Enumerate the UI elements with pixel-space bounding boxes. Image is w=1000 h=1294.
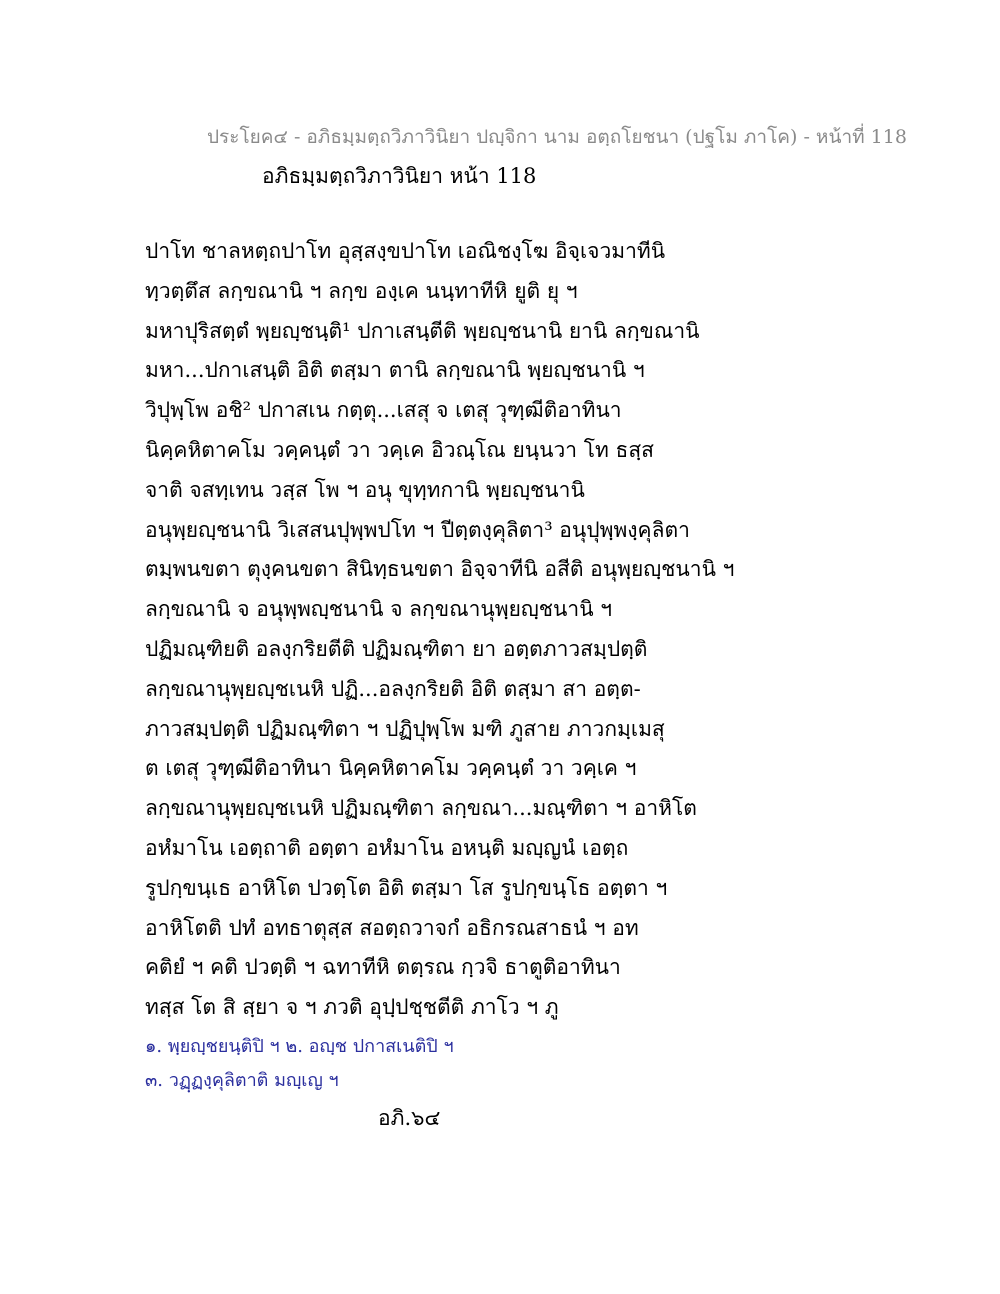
- body-line: ทฺวตฺตึส ลกฺขณานิ ฯ ลกฺข องฺเค นนฺทาทีหิ ยูติ ยุ ฯ: [145, 278, 578, 303]
- body-text: [145, 232, 845, 1028]
- body-line: ต เตสุ วุฑฺฒีติอาทินา นิคฺคหิตาคโม วคฺคนฺตํ วา วคฺเค ฯ: [145, 756, 637, 781]
- body-line: นิคฺคหิตาคโม วคฺคนฺตํ วา วคฺเค อิวณฺโณ ยนฺนวา โท ธสฺส: [145, 437, 654, 462]
- footnote-line: ๓. วฏฺฏงฺคุลิตาติ มญฺเญ ฯ: [145, 1070, 339, 1091]
- footnote-line: ๑. พฺยญฺชยนฺติปิ ฯ ๒. อญฺช ปกาสเนติปิ ฯ: [145, 1036, 454, 1057]
- body-line: มหาปุริสตฺตํ พฺยญฺชนฺติ¹ ปกาเสนฺตีติ พฺยญฺชนานิ ยานิ ลกฺขณานิ: [145, 318, 700, 343]
- page-heading: อภิธมฺมตฺถวิภาวินิยา หน้า 118: [262, 164, 537, 188]
- body-line: วิปุพฺโพ อชิ² ปกาสเน กตฺตุ...เสสุ จ เตสุ วุฑฺฒีติอาทินา: [145, 398, 622, 423]
- running-header: ประโยค๔ - อภิธมฺมตฺถวิภาวินิยา ปญฺจิกา นาม อตฺถโยชนา (ปฐโม ภาโค) - หน้าที่ 118: [207, 126, 907, 148]
- body-line: รูปกฺขนฺเธ อาหิโต ปวตฺโต อิติ ตสฺมา โส รูปกฺขนฺโธ อตฺตา ฯ: [145, 875, 668, 900]
- body-line: อนุพฺยญฺชนานิ วิเสสนปุพฺพปโท ฯ ปีตฺตงฺคุลิตา³ อนุปุพฺพงฺคุลิตา: [145, 517, 690, 542]
- body-line: อหํมาโน เอตฺถาติ อตฺตา อหํมาโน อหนฺติ มญฺญนํ เอตฺถ: [145, 835, 629, 860]
- body-line: ลกฺขณานิ จ อนุพฺพญฺชนานิ จ ลกฺขณานุพฺยญฺชนานิ ฯ: [145, 597, 613, 622]
- body-line: มหา...ปกาเสนฺติ อิติ ตสฺมา ตานิ ลกฺขณานิ พฺยญฺชนานิ ฯ: [145, 358, 645, 383]
- page-reference: อภิ.๖๔: [378, 1106, 441, 1130]
- body-line: ปฏิมณฺฑิยติ อลงฺกริยตีติ ปฏิมณฺฑิตา ยา อตฺตภาวสมฺปตฺติ: [145, 636, 648, 661]
- body-line: อาหิโตติ ปทํ อทธาตุสฺส สอตฺถวาจกํ อธิกรณสาธนํ ฯ อท: [145, 915, 639, 940]
- body-line: ลกฺขณานุพฺยญฺชเนหิ ปฏิมณฺฑิตา ลกฺขณา...มณฺฑิตา ฯ อาหิโต: [145, 796, 697, 821]
- body-line: ตมฺพนขตา ตุงฺคนขตา สินิทฺธนขตา อิจฺจาทีนิ อสีติ อนุพฺยญฺชนานิ ฯ: [145, 557, 735, 582]
- body-line: ปาโท ชาลหตฺถปาโท อุสฺสงฺขปาโท เอณิชงฺโฆ อิจฺเจวมาทีนิ: [145, 239, 666, 263]
- body-line: คติยํ ฯ คติ ปวตฺติ ฯ ฉทาทีหิ ตตฺรณ กฺวจิ ธาตูติอาทินา: [145, 955, 621, 980]
- footnotes: [145, 1030, 845, 1098]
- body-line: ภาวสมฺปตฺติ ปฏิมณฺฑิตา ฯ ปฏิปุพฺโพ มฑิ ภูสาย ภาวกมฺเมสุ: [145, 716, 665, 741]
- body-line: ทสฺส โต สิ สฺยา จ ฯ ภวติ อุปฺปชฺชตีติ ภาโว ฯ ภู: [145, 995, 559, 1020]
- body-line: จาติ จสทฺเทน วสฺส โพ ฯ อนุ ขุทฺทกานิ พฺยญฺชนานิ: [145, 477, 585, 502]
- body-line: ลกฺขณานุพฺยญฺชเนหิ ปฏิ...อลงฺกริยติ อิติ ตสฺมา สา อตฺต-: [145, 676, 641, 701]
